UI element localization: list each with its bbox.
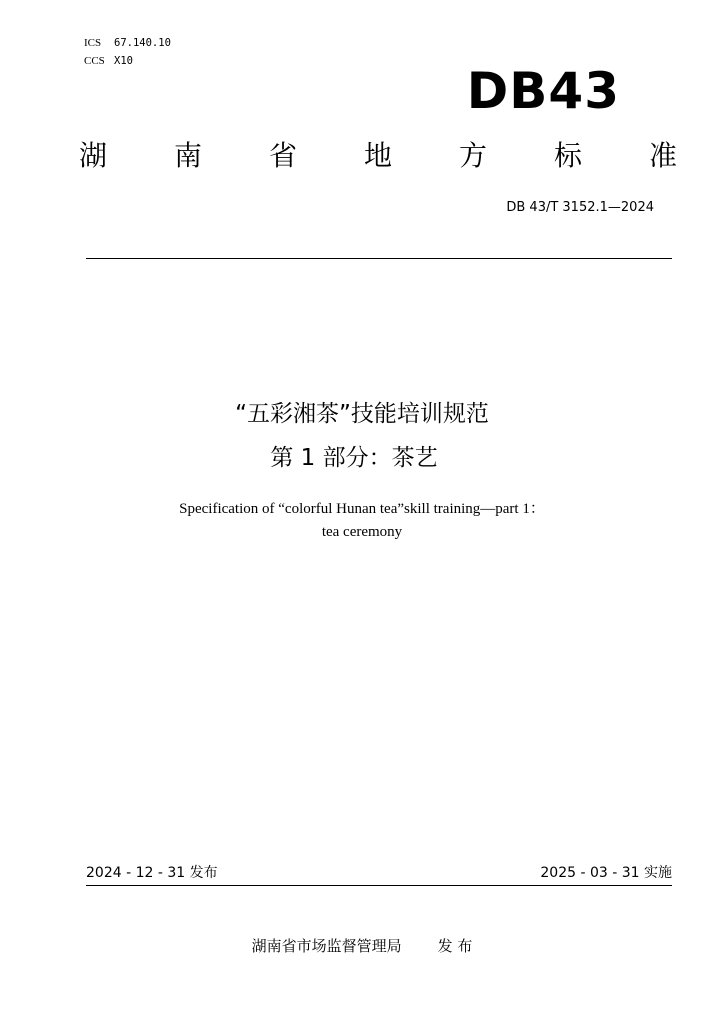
standard-type-char: 南 xyxy=(173,139,202,172)
ics-label: ICS xyxy=(84,37,102,49)
ics-value: 67.140.10 xyxy=(114,37,171,49)
en-title-line2: tea ceremony xyxy=(321,524,403,540)
standard-type-char: 湖 xyxy=(78,139,107,172)
publisher-action: 发 布 xyxy=(437,937,473,955)
standard-type-heading xyxy=(78,138,678,174)
en-title-line1: Specification of “colorful Hunan tea”skill training—part 1： xyxy=(179,501,545,517)
cn-title-line2: 第 1 部分：茶艺 xyxy=(270,445,438,471)
standard-number: DB 43/T 3152.1—2024 xyxy=(506,200,654,215)
publisher-line xyxy=(0,936,724,956)
top-divider xyxy=(86,258,672,259)
issue-date: 2024 - 12 - 31 发布 xyxy=(86,865,218,881)
standard-type-char: 标 xyxy=(553,139,582,172)
ccs-label: CCS xyxy=(84,55,105,67)
standard-type-char: 地 xyxy=(363,139,392,172)
ccs-code xyxy=(84,54,133,68)
ics-code xyxy=(84,36,171,50)
standard-type-char: 准 xyxy=(648,139,677,172)
standard-type-char: 省 xyxy=(268,139,297,172)
db-code-mark: DB43 xyxy=(466,62,620,120)
publisher-org: 湖南省市场监督管理局 xyxy=(251,937,402,955)
standard-type-char: 方 xyxy=(458,139,487,172)
ccs-value: X10 xyxy=(114,55,133,67)
bottom-divider xyxy=(86,885,672,886)
implement-date: 2025 - 03 - 31 实施 xyxy=(540,865,672,881)
cn-title-line1: “五彩湘茶”技能培训规范 xyxy=(235,401,489,427)
